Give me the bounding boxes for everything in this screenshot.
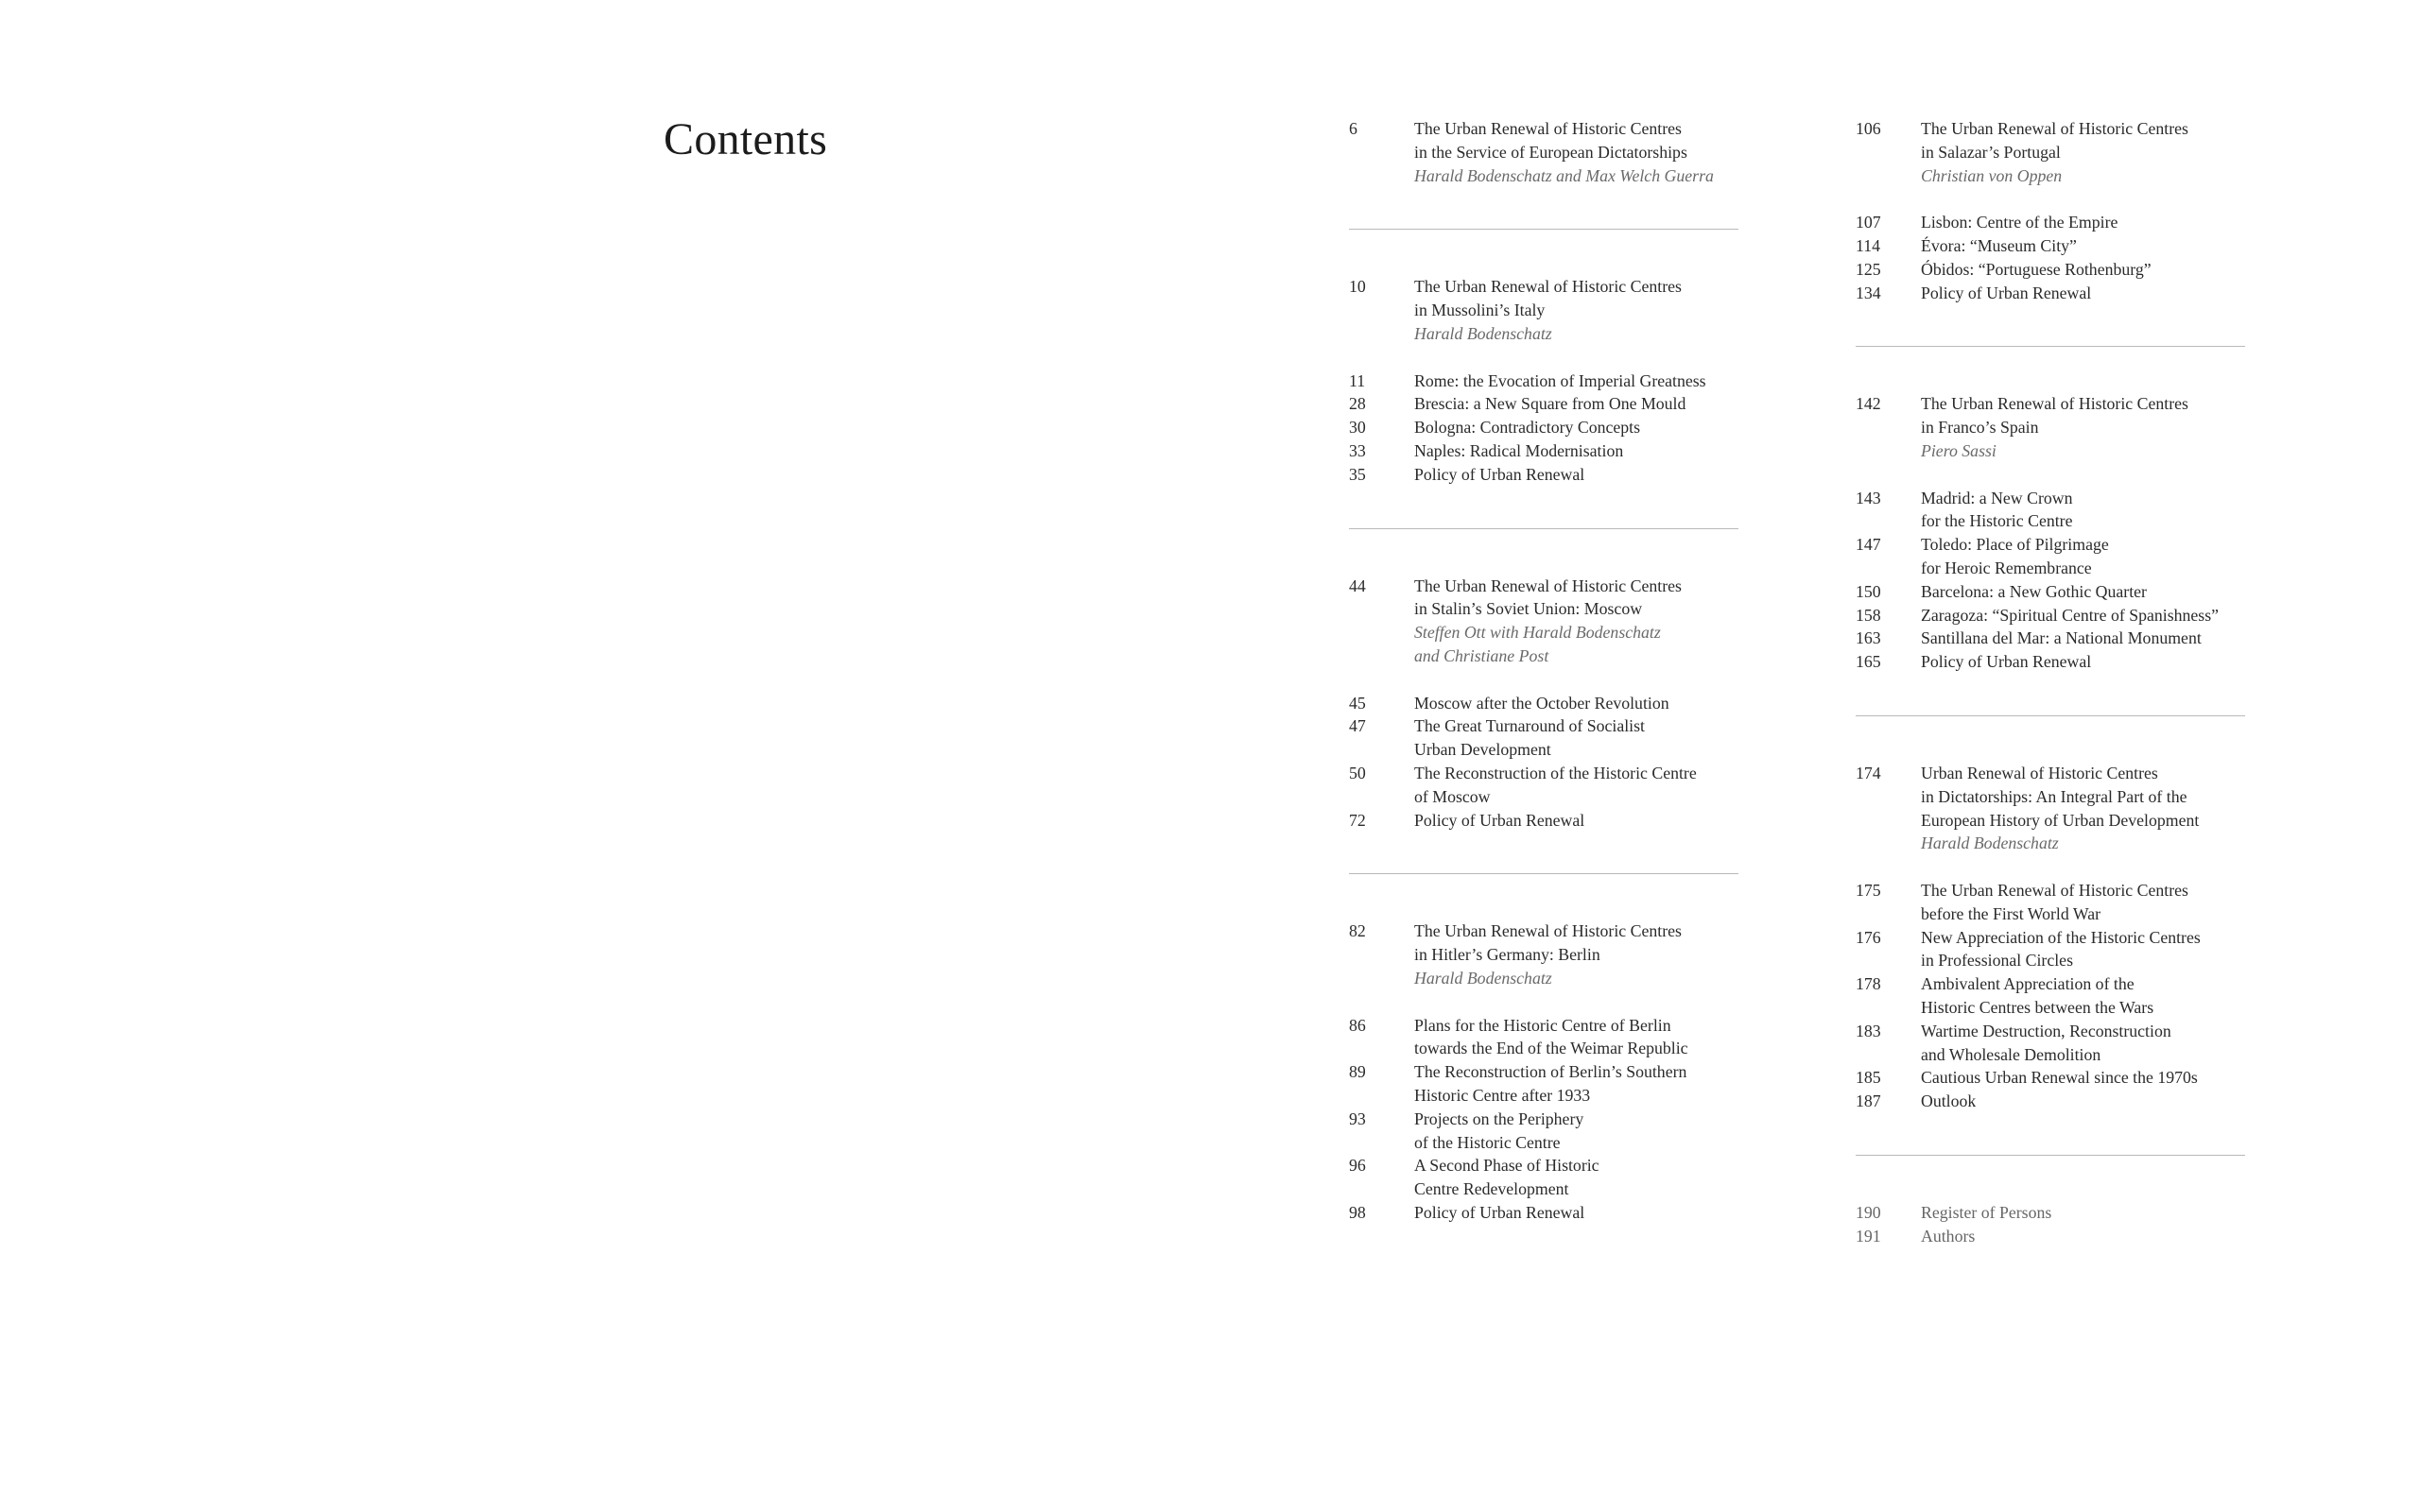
entry-page-number: 28 xyxy=(1349,394,1366,414)
toc-entry[interactable] xyxy=(1349,1108,1738,1155)
chapter-header[interactable] xyxy=(1856,762,2245,832)
entry-page-number: 143 xyxy=(1856,488,1881,507)
entry-page-number: 89 xyxy=(1349,1062,1366,1082)
entry-title: Barcelona: a New Gothic Quarter xyxy=(1921,581,2147,601)
entry-page-number: 96 xyxy=(1349,1156,1366,1176)
toc-entry[interactable] xyxy=(1856,533,2245,580)
toc-section xyxy=(1856,392,2245,674)
toc-entry[interactable] xyxy=(1856,627,2245,650)
toc-entry[interactable] xyxy=(1856,1090,2245,1113)
chapter-header[interactable] xyxy=(1349,275,1738,322)
toc-entry[interactable] xyxy=(1856,487,2245,534)
toc-section xyxy=(1349,919,1738,1224)
entry-page-number: 114 xyxy=(1856,235,1881,255)
toc-entry[interactable] xyxy=(1349,692,1738,715)
entry-title: Zaragoza: “Spiritual Centre of Spanishness” xyxy=(1921,605,2220,625)
entry-page-number: 190 xyxy=(1856,1202,1881,1222)
entry-title: Lisbon: Centre of the Empire xyxy=(1921,213,2118,232)
toc-entry[interactable] xyxy=(1349,1014,1738,1061)
toc-entry[interactable] xyxy=(1856,1066,2245,1090)
chapter-title: The Urban Renewal of Historic Centres in Salazar’s Portugal xyxy=(1921,119,2188,162)
chapter-author: Harald Bodenschatz xyxy=(1414,968,1552,988)
entry-title: The Great Turnaround of Socialist Urban Development xyxy=(1414,716,1645,760)
entry-page-number: 150 xyxy=(1856,581,1881,601)
entry-title: Wartime Destruction, Reconstruction and Wholesale Demolition xyxy=(1921,1021,2171,1064)
entry-page-number: 33 xyxy=(1349,440,1366,460)
toc-entry[interactable] xyxy=(1349,1201,1738,1225)
entry-title: Outlook xyxy=(1921,1091,1977,1111)
toc-entry[interactable] xyxy=(1349,714,1738,762)
chapter-author: Christian von Oppen xyxy=(1921,165,2063,185)
toc-entry[interactable] xyxy=(1856,1020,2245,1067)
chapter-title: Urban Renewal of Historic Centres in Dictatorships: An Integral Part of the European History of Urban Development xyxy=(1921,763,2200,830)
entry-title: New Appreciation of the Historic Centres in Professional Circles xyxy=(1921,927,2201,971)
toc-entry[interactable] xyxy=(1349,369,1738,393)
entry-page-number: 107 xyxy=(1856,213,1881,232)
page-title: Contents xyxy=(664,114,828,164)
section-divider xyxy=(1856,715,2245,716)
chapter-title: The Urban Renewal of Historic Centres in Franco’s Spain xyxy=(1921,394,2188,438)
entry-title: The Urban Renewal of Historic Centres before the First World War xyxy=(1921,880,2188,923)
entry-title: Policy of Urban Renewal xyxy=(1414,1202,1585,1222)
chapter-title: The Urban Renewal of Historic Centres in Mussolini’s Italy xyxy=(1414,277,1682,320)
toc-section xyxy=(1349,575,1738,833)
entry-page-number: 176 xyxy=(1856,927,1881,947)
chapter-author-row xyxy=(1349,164,1738,188)
entry-page-number: 11 xyxy=(1349,370,1366,390)
chapter-author-row xyxy=(1856,164,2245,188)
toc-entry[interactable] xyxy=(1349,439,1738,463)
chapter-title: The Urban Renewal of Historic Centres in Stalin’s Soviet Union: Moscow xyxy=(1414,576,1682,619)
chapter-page-number: 10 xyxy=(1349,277,1366,297)
toc-entry[interactable] xyxy=(1856,926,2245,973)
entry-title: Moscow after the October Revolution xyxy=(1414,693,1669,713)
toc-entry[interactable] xyxy=(1349,392,1738,416)
entry-page-number: 30 xyxy=(1349,418,1366,438)
entry-page-number: 165 xyxy=(1856,652,1881,672)
entry-page-number: 175 xyxy=(1856,880,1881,900)
entry-page-number: 86 xyxy=(1349,1015,1366,1035)
entry-title: Óbidos: “Portuguese Rothenburg” xyxy=(1921,259,2152,279)
entry-page-number: 191 xyxy=(1856,1226,1881,1246)
toc-entry[interactable] xyxy=(1856,972,2245,1020)
toc-entry[interactable] xyxy=(1856,604,2245,627)
toc-section xyxy=(1349,275,1738,486)
entry-title: Projects on the Periphery of the Historic Centre xyxy=(1414,1108,1584,1152)
toc-entry[interactable] xyxy=(1856,211,2245,234)
toc-entry[interactable] xyxy=(1349,809,1738,833)
entry-title: Cautious Urban Renewal since the 1970s xyxy=(1921,1068,2198,1088)
section-divider xyxy=(1349,528,1738,529)
chapter-header[interactable] xyxy=(1349,575,1738,622)
entry-page-number: 187 xyxy=(1856,1091,1881,1111)
entry-title: Policy of Urban Renewal xyxy=(1414,464,1585,484)
entry-title: Brescia: a New Square from One Mould xyxy=(1414,394,1686,414)
chapter-page-number: 44 xyxy=(1349,576,1366,595)
entry-page-number: 178 xyxy=(1856,974,1881,994)
section-divider xyxy=(1856,346,2245,347)
section-divider xyxy=(1349,873,1738,874)
chapter-header[interactable] xyxy=(1349,117,1738,164)
entry-page-number: 72 xyxy=(1349,810,1366,830)
entry-page-number: 93 xyxy=(1349,1108,1366,1128)
entry-title: Ambivalent Appreciation of the Historic Centres between the Wars xyxy=(1921,974,2154,1017)
toc-entry[interactable] xyxy=(1856,879,2245,926)
entry-page-number: 45 xyxy=(1349,693,1366,713)
chapter-author-row xyxy=(1349,621,1738,668)
toc-section xyxy=(1349,117,1738,187)
toc-entry[interactable] xyxy=(1856,650,2245,674)
toc-entry[interactable] xyxy=(1349,1154,1738,1201)
entry-page-number: 185 xyxy=(1856,1068,1881,1088)
entry-title: Bologna: Contradictory Concepts xyxy=(1414,418,1641,438)
chapter-page-number: 106 xyxy=(1856,119,1881,138)
chapter-author-row xyxy=(1856,439,2245,463)
entry-page-number: 47 xyxy=(1349,716,1366,736)
entry-page-number: 158 xyxy=(1856,605,1881,625)
entry-title: Plans for the Historic Centre of Berlin towards the End of the Weimar Republic xyxy=(1414,1015,1688,1058)
toc-entry[interactable] xyxy=(1856,1201,2245,1225)
chapter-author: Steffen Ott with Harald Bodenschatz and Christiane Post xyxy=(1414,623,1661,665)
entry-title: Policy of Urban Renewal xyxy=(1921,283,2092,302)
chapter-header[interactable] xyxy=(1856,117,2245,164)
entry-title: The Reconstruction of the Historic Centre of Moscow xyxy=(1414,763,1697,806)
entry-page-number: 163 xyxy=(1856,628,1881,648)
toc-entry[interactable] xyxy=(1856,1225,2245,1248)
toc-entry[interactable] xyxy=(1349,1060,1738,1108)
chapter-header[interactable] xyxy=(1856,392,2245,439)
entry-title: Naples: Radical Modernisation xyxy=(1414,440,1624,460)
toc-column-left xyxy=(1349,117,1738,1225)
chapter-page-number: 174 xyxy=(1856,763,1881,782)
entry-page-number: 147 xyxy=(1856,535,1881,555)
entry-page-number: 98 xyxy=(1349,1202,1366,1222)
back-matter xyxy=(1856,1201,2245,1248)
toc-section xyxy=(1856,762,2245,1113)
chapter-author-row xyxy=(1349,967,1738,990)
toc-entry[interactable] xyxy=(1349,762,1738,809)
section-divider xyxy=(1349,229,1738,230)
chapter-author: Piero Sassi xyxy=(1921,440,1996,460)
chapter-author-row xyxy=(1856,832,2245,855)
toc-column-right xyxy=(1856,117,2245,1247)
entry-page-number: 50 xyxy=(1349,763,1366,782)
chapter-header[interactable] xyxy=(1349,919,1738,967)
chapter-author: Harald Bodenschatz and Max Welch Guerra xyxy=(1414,165,1714,185)
toc-entry[interactable] xyxy=(1349,463,1738,487)
entry-page-number: 183 xyxy=(1856,1021,1881,1040)
entry-title: Évora: “Museum City” xyxy=(1921,235,2077,255)
entry-title: Madrid: a New Crown for the Historic Centre xyxy=(1921,488,2073,531)
chapter-page-number: 6 xyxy=(1349,119,1357,138)
chapter-author: Harald Bodenschatz xyxy=(1414,323,1552,343)
toc-entry[interactable] xyxy=(1349,416,1738,439)
entry-title: A Second Phase of Historic Centre Redevelopment xyxy=(1414,1156,1599,1199)
toc-entry[interactable] xyxy=(1856,282,2245,305)
section-divider xyxy=(1856,1155,2245,1156)
entry-title: Register of Persons xyxy=(1921,1202,2052,1222)
entry-page-number: 125 xyxy=(1856,259,1881,279)
entry-title: Policy of Urban Renewal xyxy=(1414,810,1585,830)
entry-title: Policy of Urban Renewal xyxy=(1921,652,2092,672)
entry-title: Rome: the Evocation of Imperial Greatness xyxy=(1414,370,1706,390)
entry-page-number: 35 xyxy=(1349,464,1366,484)
toc-entry[interactable] xyxy=(1856,580,2245,604)
toc-entry[interactable] xyxy=(1856,234,2245,258)
chapter-title: The Urban Renewal of Historic Centres in Hitler’s Germany: Berlin xyxy=(1414,921,1682,965)
chapter-page-number: 142 xyxy=(1856,394,1881,414)
entry-title: Santillana del Mar: a National Monument xyxy=(1921,628,2202,648)
chapter-page-number: 82 xyxy=(1349,921,1366,941)
chapter-author: Harald Bodenschatz xyxy=(1921,833,2059,853)
chapter-title: The Urban Renewal of Historic Centres in the Service of European Dictatorships xyxy=(1414,119,1687,162)
toc-section xyxy=(1856,117,2245,304)
entry-title: Toledo: Place of Pilgrimage for Heroic Remembrance xyxy=(1921,535,2109,577)
chapter-author-row xyxy=(1349,322,1738,346)
entry-title: Authors xyxy=(1921,1226,1976,1246)
toc-entry[interactable] xyxy=(1856,258,2245,282)
entry-page-number: 134 xyxy=(1856,283,1881,302)
entry-title: The Reconstruction of Berlin’s Southern Historic Centre after 1933 xyxy=(1414,1062,1687,1105)
